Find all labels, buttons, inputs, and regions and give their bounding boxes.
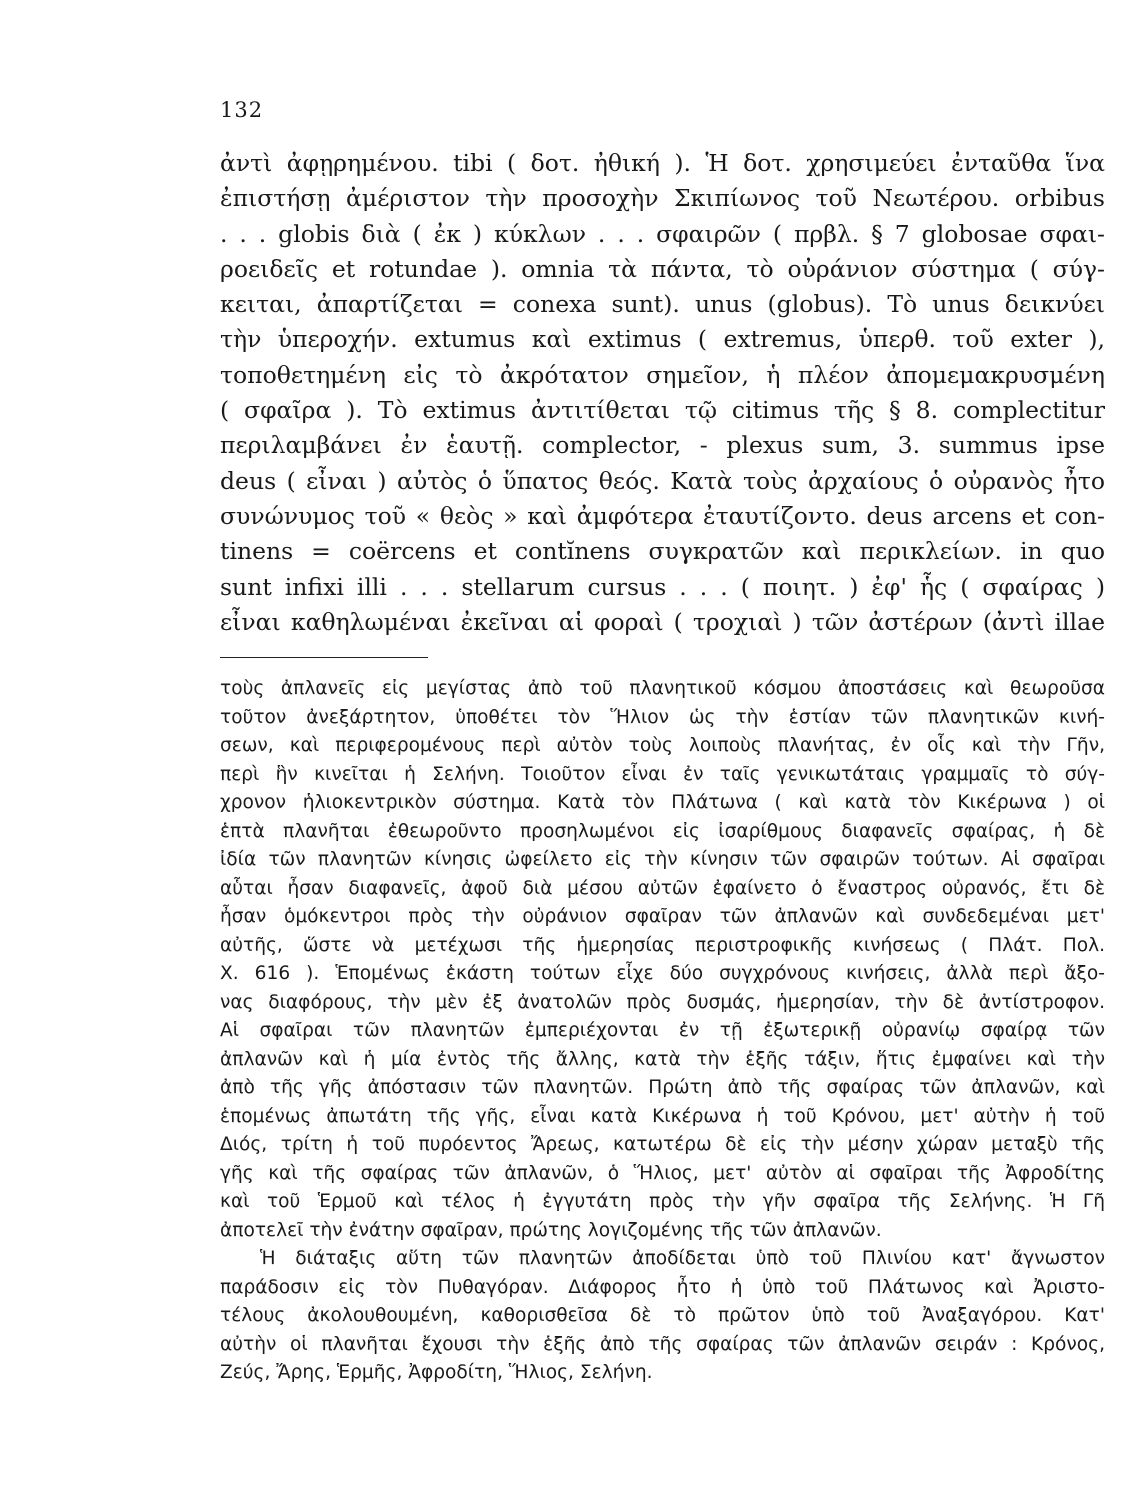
main-line: ἐπιστήσῃ ἀμέριστον τὴν προσοχὴν Σκιπίωνος τοῦ Νεωτέρου. orbibus — [220, 184, 1105, 213]
note-line: αὗται ἦσαν διαφανεῖς, ἀφοῦ διὰ μέσου αὐτῶν ἐφαίνετο ὁ ἔναστρος οὐρανός, ἔτι δὲ — [220, 877, 1105, 899]
note-line: ἦσαν ὁμόκεντροι πρὸς τὴν οὐράνιον σφαῖραν τῶν ἀπλανῶν καὶ συνδεδεμέναι μετ' — [220, 906, 1105, 927]
note-line: Χ. 616 ). Ἑπομένως ἑκάστη τούτων εἶχε δύο συγχρόνους κινήσεις, ἀλλὰ περὶ ἄξο- — [220, 963, 1105, 984]
note-line: ἰδία τῶν πλανητῶν κίνησις ὠφείλετο εἰς τὴν κίνησιν τῶν σφαιρῶν τούτων. Αἱ σφαῖραι — [220, 849, 1105, 870]
footnote-text — [220, 675, 1105, 1388]
note-line: αὐτὴν οἱ πλανῆται ἔχουσι τὴν ἑξῆς ἀπὸ τῆς σφαίρας τῶν ἀπλανῶν σειράν : Κρόνος, — [220, 1333, 1105, 1355]
note-line: ἀπὸ τῆς γῆς ἀπόστασιν τῶν πλανητῶν. Πρώτη ἀπὸ τῆς σφαίρας τῶν ἀπλανῶν, καὶ — [220, 1077, 1105, 1098]
main-line: tinens = coërcens et contĭnens συγκρατῶν καὶ περικλείων. in quo — [220, 537, 1105, 566]
note-line: Ἡ διάταξις αὕτη τῶν πλανητῶν ἀποδίδεται ὑπὸ τοῦ Πλινίου κατ' ἄγνωστον — [260, 1248, 1105, 1269]
note-line: περὶ ἣν κινεῖται ἡ Σελήνη. Τοιοῦτον εἶναι ἐν ταῖς γενικωτάταις γραμμαῖς τὸ σύγ- — [220, 763, 1105, 785]
main-line: . . . globis διὰ ( ἐκ ) κύκλων . . . σφαιρῶν ( πρβλ. § 7 globosae σφαι- — [220, 219, 1105, 248]
main-line: εἶναι καθηλωμέναι ἐκεῖναι αἱ φοραὶ ( τροχιαὶ ) τῶν ἀστέρων (ἀντὶ illae — [220, 607, 1105, 636]
note-line: τοὺς ἀπλανεῖς εἰς μεγίστας ἀπὸ τοῦ πλανητικοῦ κόσμου ἀποστάσεις καὶ θεωροῦσα — [220, 678, 1105, 699]
note-line: ἑπομένως ἀπωτάτη τῆς γῆς, εἶναι κατὰ Κικέρωνα ἡ τοῦ Κρόνου, μετ' αὐτὴν ἡ τοῦ — [220, 1105, 1105, 1127]
main-line: συνώνυμος τοῦ « θεὸς » καὶ ἀμφότερα ἐταυτίζοντο. deus arcens et con- — [220, 501, 1105, 530]
note-line: παράδοσιν εἰς τὸν Πυθαγόραν. Διάφορος ἦτο ἡ ὑπὸ τοῦ Πλάτωνος καὶ Ἀριστο- — [220, 1276, 1105, 1298]
note-line: νας διαφόρους, τὴν μὲν ἐξ ἀνατολῶν πρὸς δυσμάς, ἡμερησίαν, τὴν δὲ ἀντίστροφον. — [220, 991, 1105, 1013]
note-line: τοῦτον ἀνεξάρτητον, ὑποθέτει τὸν Ἥλιον ὡς τὴν ἑστίαν τῶν πλανητικῶν κινή- — [220, 706, 1105, 728]
note-line: χρονον ἡλιοκεντρικὸν σύστημα. Κατὰ τὸν Πλάτωνα ( καὶ κατὰ τὸν Κικέρωνα ) οἱ — [220, 792, 1105, 813]
main-line: sunt infixi illi . . . stellarum cursus . . . ( ποιητ. ) ἐφ' ἧς ( σφαίρας ) — [220, 572, 1105, 601]
note-line: ἀποτελεῖ τὴν ἐνάτην σφαῖραν, πρώτης λογιζομένης τῆς τῶν ἀπλανῶν. — [220, 1219, 882, 1241]
note-line: καὶ τοῦ Ἑρμοῦ καὶ τέλος ἡ ἐγγυτάτη πρὸς τὴν γῆν σφαῖρα τῆς Σελήνης. Ἡ Γῆ — [220, 1191, 1105, 1212]
main-line: κειται, ἀπαρτίζεται = conexa sunt). unus (globus). Τὸ unus δεικνύει — [220, 290, 1105, 319]
note-line: γῆς καὶ τῆς σφαίρας τῶν ἀπλανῶν, ὁ Ἥλιος, μετ' αὐτὸν αἱ σφαῖραι τῆς Ἀφροδίτης — [220, 1162, 1105, 1184]
main-line: τοποθετημένη εἰς τὸ ἀκρότατον σημεῖον, ἡ πλέον ἀπομεμακρυσμένη — [220, 360, 1105, 389]
main-line: περιλαμβάνει ἐν ἑαυτῇ. complector, - plexus sum, 3. summus ipse — [220, 431, 1105, 460]
main-text — [220, 146, 1105, 640]
footnote-divider — [220, 657, 428, 658]
note-line: Διός, τρίτη ἡ τοῦ πυρόεντος Ἄρεως, κατωτέρω δὲ εἰς τὴν μέσην χώραν μεταξὺ τῆς — [220, 1134, 1105, 1155]
main-line: ἀντὶ ἀφῃρημένου. tibi ( δοτ. ἠθική ). Ἡ δοτ. χρησιμεύει ἐνταῦθα ἵνα — [220, 149, 1105, 177]
main-line: ( σφαῖρα ). Τὸ extimus ἀντιτίθεται τῷ citimus τῆς § 8. complectitur — [220, 396, 1105, 425]
page-number: 132 — [220, 98, 264, 122]
note-line: σεων, καὶ περιφερομένους περὶ αὐτὸν τοὺς λοιποὺς πλανήτας, ἐν οἷς καὶ τὴν Γῆν, — [220, 735, 1105, 756]
note-line: ἀπλανῶν καὶ ἡ μία ἐντὸς τῆς ἄλλης, κατὰ τὴν ἑξῆς τάξιν, ἥτις ἐμφαίνει καὶ τὴν — [220, 1048, 1105, 1070]
note-line: αὐτῆς, ὥστε νὰ μετέχωσι τῆς ἡμερησίας περιστροφικῆς κινήσεως ( Πλάτ. Πολ. — [220, 934, 1105, 956]
note-line: Αἱ σφαῖραι τῶν πλανητῶν ἐμπεριέχονται ἐν τῇ ἐξωτερικῇ οὐρανίῳ σφαίρᾳ τῶν — [220, 1020, 1105, 1041]
main-line: τὴν ὑπεροχήν. extumus καὶ extimus ( extremus, ὑπερθ. τοῦ exter ), — [220, 325, 1105, 354]
main-line: ροειδεῖς et rotundae ). omnia τὰ πάντα, τὸ οὐράνιον σύστημα ( σύγ- — [220, 254, 1105, 283]
note-line: Ζεύς, Ἄρης, Ἑρμῆς, Ἀφροδίτη, Ἥλιος, Σελήνη. — [220, 1362, 653, 1383]
note-line: τέλους ἀκολουθουμένη, καθορισθεῖσα δὲ τὸ πρῶτον ὑπὸ τοῦ Ἀναξαγόρου. Κατ' — [220, 1305, 1105, 1326]
note-line: ἑπτὰ πλανῆται ἐθεωροῦντο προσηλωμένοι εἰς ἰσαρίθμους διαφανεῖς σφαίρας, ἡ δὲ — [220, 820, 1105, 842]
main-line: deus ( εἶναι ) αὐτὸς ὁ ὕπατος θεός. Κατὰ τοὺς ἀρχαίους ὁ οὐρανὸς ἦτο — [220, 466, 1105, 495]
